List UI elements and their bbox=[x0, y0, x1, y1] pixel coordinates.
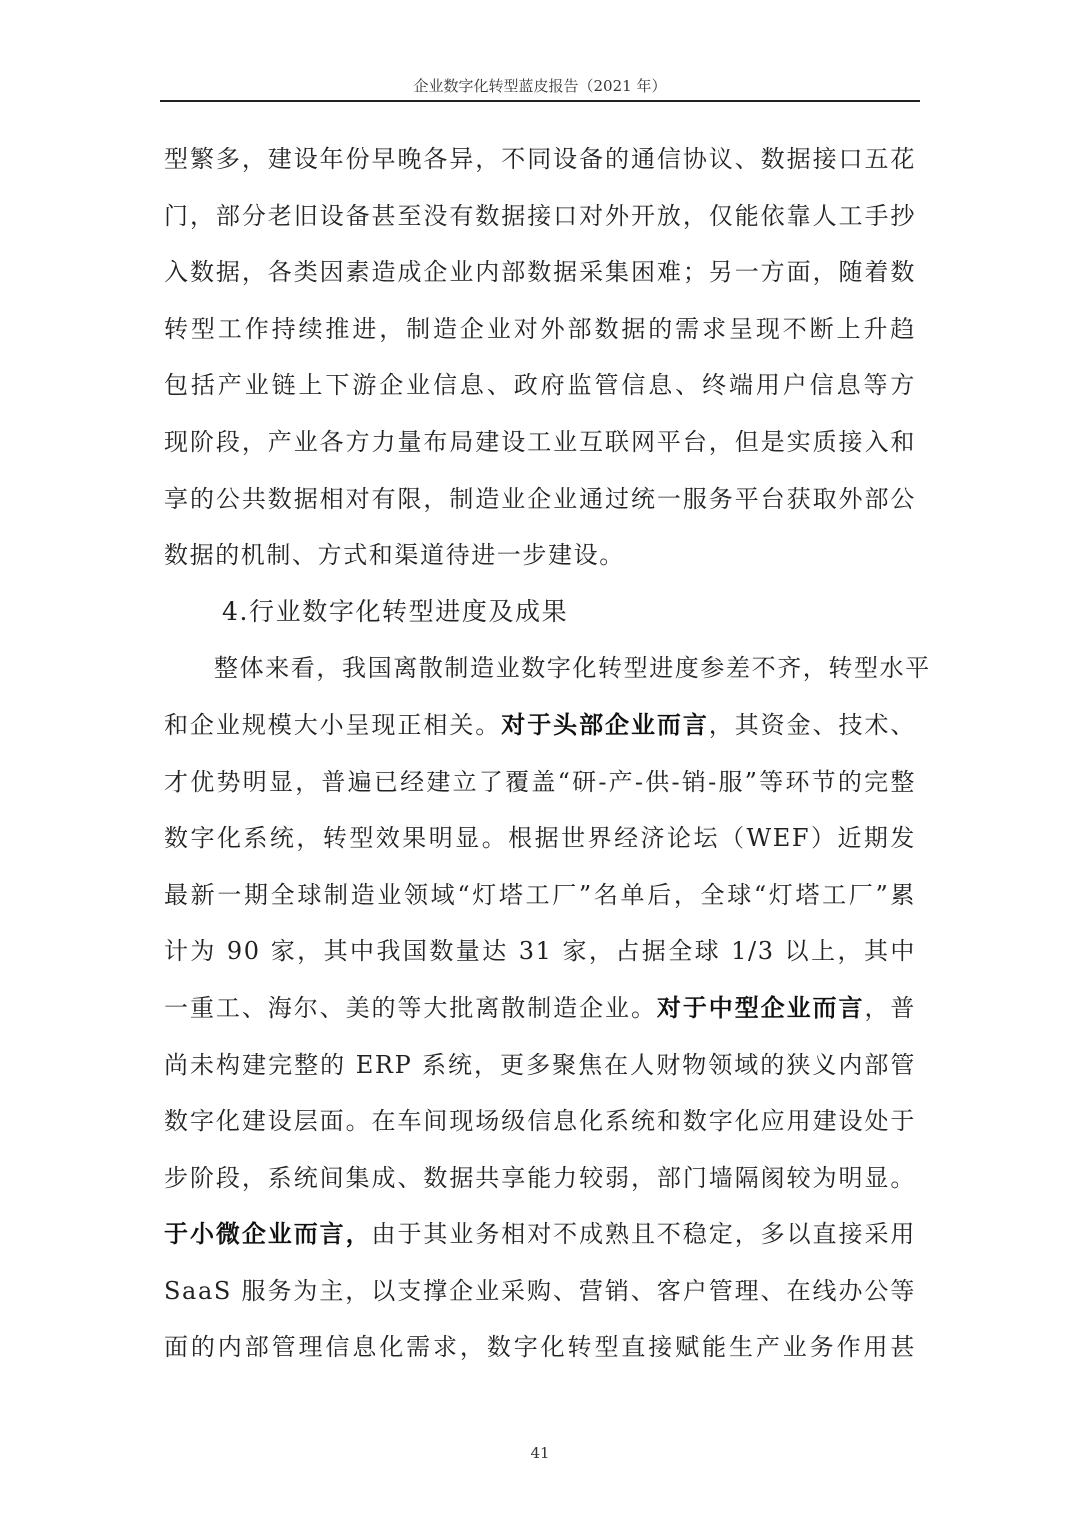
text-run: 由于其业务相对不成熟且不稳定，多以直接采用 bbox=[371, 1220, 916, 1249]
paragraph-line: 最新一期全球制造业领域“灯塔工厂”名单后，全球“灯塔工厂”累 bbox=[164, 880, 916, 909]
text-run: 步阶段，系统间集成、数据共享能力较弱，部门墙隔阂较为明显。 bbox=[164, 1163, 916, 1192]
paragraph-line bbox=[164, 980, 916, 1037]
paragraph-line: 数字化系统，转型效果明显。根据世界经济论坛（WEF）近期发 bbox=[164, 824, 916, 853]
paragraph-line bbox=[164, 697, 916, 754]
paragraph-line: 才优势明显，普遍已经建立了覆盖“研-产-供-销-服”等环节的完整 bbox=[164, 767, 916, 796]
paragraph-line: 尚未构建完整的 ERP 系统，更多聚焦在人财物领域的狭义内部管 bbox=[164, 1050, 916, 1079]
bold-phrase: 于小微企业而言， bbox=[164, 1220, 372, 1249]
paragraph-line: 数据的机制、方式和渠道待进一步建设。 bbox=[164, 541, 625, 570]
paragraph-line: SaaS 服务为主，以支撑企业采购、营销、客户管理、在线办公等 bbox=[164, 1276, 916, 1305]
text-run: ，普 bbox=[864, 993, 916, 1022]
paragraph-line: 转型工作持续推进，制造企业对外部数据的需求呈现不断上升趋 bbox=[164, 314, 916, 343]
text-run: ，其资金、技术、 bbox=[708, 710, 916, 739]
bold-phrase: 对于中型企业而言 bbox=[656, 993, 865, 1022]
paragraph-line: 现阶段，产业各方力量布局建设工业互联网平台，但是实质接入和 bbox=[164, 427, 916, 456]
report-body bbox=[164, 131, 931, 1376]
paragraph-line: 入数据，各类因素造成企业内部数据采集困难；另一方面，随着数 bbox=[164, 258, 916, 287]
paragraph-line: 门，部分老旧设备甚至没有数据接口对外开放，仅能依靠人工手抄 bbox=[164, 201, 916, 230]
paragraph-line bbox=[164, 1206, 916, 1263]
text-run: 一重工、海尔、美的等大批离散制造企业。 bbox=[164, 993, 657, 1022]
paragraph-line: 面的内部管理信息化需求，数字化转型直接赋能生产业务作用甚 bbox=[164, 1333, 916, 1362]
header-divider bbox=[160, 100, 920, 102]
paragraph-line: 包括产业链上下游企业信息、政府监管信息、终端用户信息等方 bbox=[164, 371, 916, 400]
text-run: 和企业规模大小呈现正相关。 bbox=[164, 710, 502, 739]
paragraph-line: 享的公共数据相对有限，制造业企业通过统一服务平台获取外部公 bbox=[164, 484, 916, 513]
paragraph-line: 型繁多，建设年份早晚各异，不同设备的通信协议、数据接口五花 bbox=[164, 145, 916, 173]
paragraph-line bbox=[164, 1150, 916, 1207]
section-heading: 4.行业数字化转型进度及成果 bbox=[222, 596, 569, 626]
running-header: 企业数字化转型蓝皮报告（2021 年） bbox=[413, 77, 667, 95]
bold-phrase: 对于头部企业而言 bbox=[501, 710, 709, 739]
paragraph-line: 数字化建设层面。在车间现场级信息化系统和数字化应用建设处于 bbox=[164, 1107, 916, 1136]
page-number: 41 bbox=[530, 1444, 550, 1462]
paragraph-line: 整体来看，我国离散制造业数字化转型进度参差不齐，转型水平 bbox=[214, 654, 931, 683]
paragraph-line: 计为 90 家，其中我国数量达 31 家，占据全球 1/3 以上，其中 bbox=[164, 937, 916, 966]
